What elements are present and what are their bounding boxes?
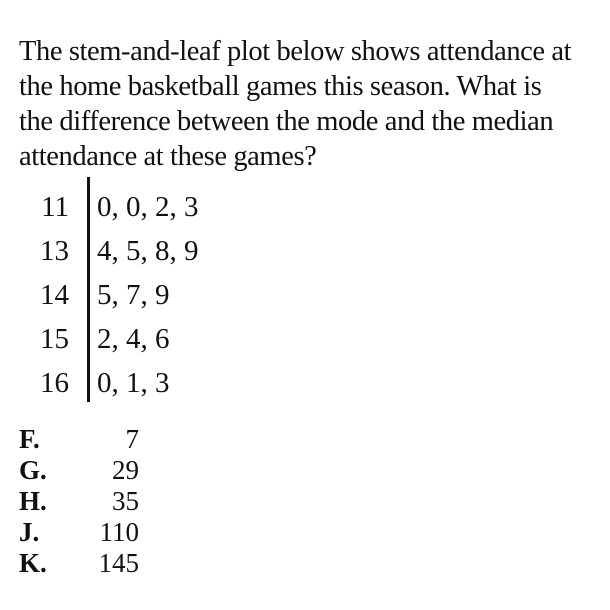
answer-choices bbox=[19, 424, 139, 579]
stem-value: 11 bbox=[41, 190, 69, 223]
question-line: the home basketball games this season. What is bbox=[19, 71, 542, 102]
stem-value: 15 bbox=[40, 322, 69, 355]
choice-letter: J. bbox=[19, 517, 40, 547]
leaf-values: 0, 0, 2, 3 bbox=[97, 190, 199, 223]
stem-value: 14 bbox=[40, 278, 69, 311]
choice-value: 110 bbox=[99, 517, 139, 547]
answer-choice-h[interactable] bbox=[19, 486, 139, 517]
answer-choice-f[interactable] bbox=[19, 424, 139, 455]
leaf-values: 5, 7, 9 bbox=[97, 278, 170, 311]
stem-and-leaf-plot bbox=[19, 185, 199, 405]
choice-letter: H. bbox=[19, 486, 47, 516]
plot-row bbox=[19, 185, 199, 229]
choice-value: 29 bbox=[112, 455, 139, 485]
question-text bbox=[19, 34, 599, 174]
stem-leaf-divider bbox=[87, 177, 90, 402]
leaf-values: 0, 1, 3 bbox=[97, 366, 170, 399]
plot-row bbox=[19, 229, 199, 273]
choice-letter: F. bbox=[19, 424, 40, 454]
choice-value: 145 bbox=[98, 548, 139, 578]
question-line: the difference between the mode and the median bbox=[19, 106, 554, 137]
choice-letter: G. bbox=[19, 455, 47, 485]
stem-value: 16 bbox=[40, 366, 69, 399]
choice-letter: K. bbox=[19, 548, 47, 578]
plot-row bbox=[19, 361, 199, 405]
plot-row bbox=[19, 317, 199, 361]
leaf-values: 2, 4, 6 bbox=[97, 322, 170, 355]
question-line: attendance at these games? bbox=[19, 141, 317, 172]
answer-choice-k[interactable] bbox=[19, 548, 139, 579]
plot-row bbox=[19, 273, 199, 317]
question-line: The stem-and-leaf plot below shows attendance at bbox=[19, 36, 572, 67]
answer-choice-j[interactable] bbox=[19, 517, 139, 548]
leaf-values: 4, 5, 8, 9 bbox=[97, 234, 199, 267]
choice-value: 7 bbox=[125, 424, 139, 454]
choice-value: 35 bbox=[112, 486, 139, 516]
answer-choice-g[interactable] bbox=[19, 455, 139, 486]
stem-value: 13 bbox=[40, 234, 69, 267]
